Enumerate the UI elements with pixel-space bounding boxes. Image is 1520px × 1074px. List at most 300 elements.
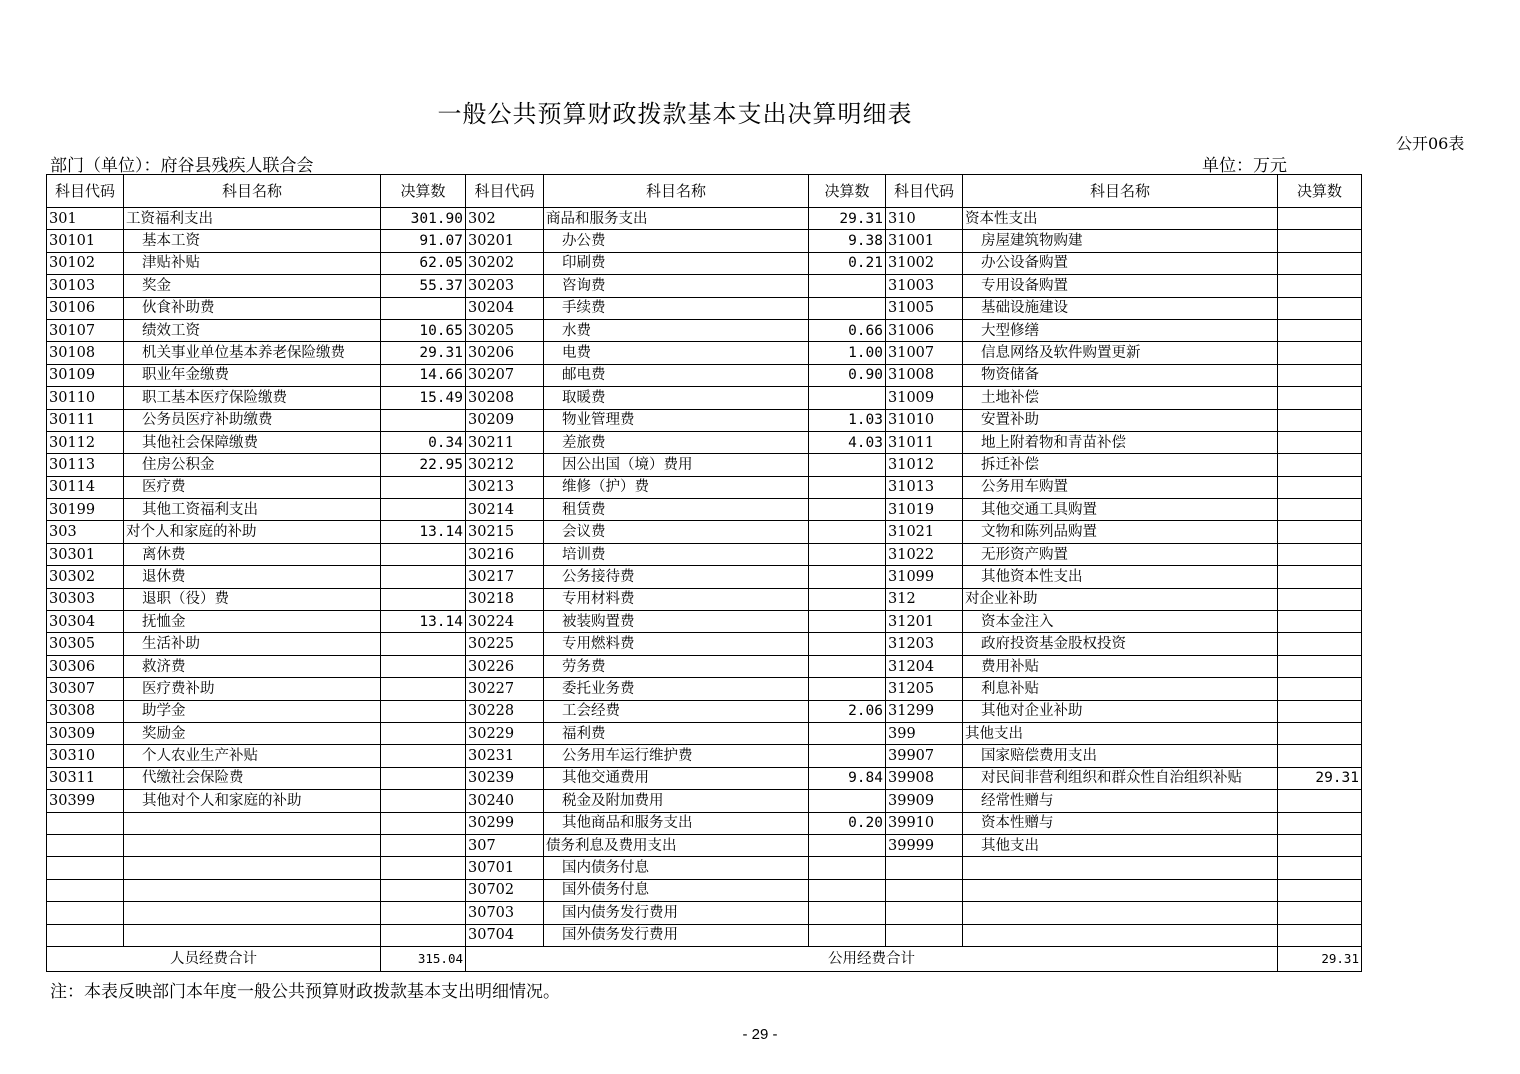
amount-value <box>1278 319 1362 341</box>
amount-value: 29.31 <box>1278 767 1362 789</box>
subject-code: 30309 <box>47 722 124 744</box>
subject-name: 资本性赠与 <box>963 812 1278 834</box>
table-row <box>47 655 1362 677</box>
table-row <box>47 409 1362 431</box>
subject-name: 机关事业单位基本养老保险缴费 <box>124 342 381 364</box>
subject-code: 30106 <box>47 297 124 319</box>
table-row <box>47 230 1362 252</box>
subject-name: 基本工资 <box>124 230 381 252</box>
amount-value <box>1278 902 1362 924</box>
subject-code <box>886 879 963 901</box>
amount-value <box>809 745 886 767</box>
subject-code: 30111 <box>47 409 124 431</box>
amount-value <box>381 566 466 588</box>
table-row <box>47 364 1362 386</box>
amount-value <box>1278 342 1362 364</box>
subject-name: 助学金 <box>124 700 381 722</box>
subject-name <box>963 924 1278 946</box>
amount-value: 15.49 <box>381 387 466 409</box>
personnel-total-value: 315.04 <box>381 946 466 971</box>
subject-name: 咨询费 <box>544 275 809 297</box>
subject-code <box>47 857 124 879</box>
subject-code: 302 <box>466 208 544 230</box>
subject-name <box>963 902 1278 924</box>
table-row <box>47 275 1362 297</box>
amount-value <box>809 924 886 946</box>
subject-code: 30226 <box>466 655 544 677</box>
amount-value <box>809 499 886 521</box>
subject-code <box>47 879 124 901</box>
amount-value: 9.84 <box>809 767 886 789</box>
subject-code: 30204 <box>466 297 544 319</box>
amount-value <box>1278 834 1362 856</box>
subject-code: 30399 <box>47 790 124 812</box>
amount-value <box>1278 633 1362 655</box>
subject-name: 租赁费 <box>544 499 809 521</box>
subject-name: 物资储备 <box>963 364 1278 386</box>
amount-value <box>381 722 466 744</box>
subject-name: 国外债务付息 <box>544 879 809 901</box>
subject-code: 30113 <box>47 454 124 476</box>
table-row <box>47 521 1362 543</box>
subject-code: 30299 <box>466 812 544 834</box>
amount-value <box>1278 655 1362 677</box>
amount-value <box>1278 230 1362 252</box>
subject-name: 资本金注入 <box>963 611 1278 633</box>
subject-code: 31008 <box>886 364 963 386</box>
subject-name: 国内债务发行费用 <box>544 902 809 924</box>
subject-code: 30308 <box>47 700 124 722</box>
header-amount-1: 决算数 <box>381 175 466 208</box>
subject-name: 印刷费 <box>544 252 809 274</box>
subject-name: 伙食补助费 <box>124 297 381 319</box>
table-body <box>47 208 1362 947</box>
subject-name: 其他支出 <box>963 834 1278 856</box>
subject-name: 其他社会保障缴费 <box>124 431 381 453</box>
subject-name: 其他对企业补助 <box>963 700 1278 722</box>
subject-name: 地上附着物和青苗补偿 <box>963 431 1278 453</box>
subject-name: 奖励金 <box>124 722 381 744</box>
amount-value <box>809 454 886 476</box>
subject-code: 30217 <box>466 566 544 588</box>
subject-code: 399 <box>886 722 963 744</box>
totals-row <box>47 946 1362 971</box>
subject-code: 31003 <box>886 275 963 297</box>
amount-value <box>809 611 886 633</box>
subject-name: 工资福利支出 <box>124 208 381 230</box>
subject-name: 其他对个人和家庭的补助 <box>124 790 381 812</box>
subject-code: 31022 <box>886 543 963 565</box>
amount-value: 0.21 <box>809 252 886 274</box>
subject-code: 31001 <box>886 230 963 252</box>
subject-name: 差旅费 <box>544 431 809 453</box>
amount-value <box>809 566 886 588</box>
subject-code: 30214 <box>466 499 544 521</box>
amount-value <box>1278 476 1362 498</box>
amount-value: 10.65 <box>381 319 466 341</box>
subject-code <box>47 902 124 924</box>
amount-value: 301.90 <box>381 208 466 230</box>
amount-value <box>809 387 886 409</box>
subject-name <box>124 879 381 901</box>
amount-value <box>381 409 466 431</box>
subject-code: 30304 <box>47 611 124 633</box>
subject-name: 水费 <box>544 319 809 341</box>
amount-value <box>809 275 886 297</box>
subject-code: 30215 <box>466 521 544 543</box>
subject-code: 30310 <box>47 745 124 767</box>
header-amount-3: 决算数 <box>1278 175 1362 208</box>
subject-name: 被装购置费 <box>544 611 809 633</box>
subject-name: 专用燃料费 <box>544 633 809 655</box>
amount-value <box>1278 924 1362 946</box>
amount-value <box>809 297 886 319</box>
header-amount-2: 决算数 <box>809 175 886 208</box>
amount-value: 2.06 <box>809 700 886 722</box>
subject-name: 安置补助 <box>963 409 1278 431</box>
table-row <box>47 476 1362 498</box>
amount-value <box>1278 722 1362 744</box>
subject-code: 30212 <box>466 454 544 476</box>
table-row <box>47 566 1362 588</box>
subject-code: 30224 <box>466 611 544 633</box>
subject-name <box>963 879 1278 901</box>
subject-name: 无形资产购置 <box>963 543 1278 565</box>
amount-value <box>809 879 886 901</box>
amount-value: 4.03 <box>809 431 886 453</box>
amount-value <box>1278 588 1362 610</box>
table-row <box>47 767 1362 789</box>
subject-name: 公务用车购置 <box>963 476 1278 498</box>
amount-value <box>809 834 886 856</box>
subject-name: 办公设备购置 <box>963 252 1278 274</box>
subject-name: 公务接待费 <box>544 566 809 588</box>
amount-value <box>381 499 466 521</box>
unit-label: 单位：万元 <box>1202 156 1287 176</box>
amount-value <box>381 812 466 834</box>
table-row <box>47 342 1362 364</box>
table-row <box>47 812 1362 834</box>
subject-code: 30109 <box>47 364 124 386</box>
subject-code: 39910 <box>886 812 963 834</box>
subject-code: 30107 <box>47 319 124 341</box>
subject-code: 39999 <box>886 834 963 856</box>
table-row <box>47 745 1362 767</box>
amount-value <box>1278 879 1362 901</box>
subject-code: 30228 <box>466 700 544 722</box>
header-name-3: 科目名称 <box>963 175 1278 208</box>
amount-value <box>1278 499 1362 521</box>
subject-code: 30199 <box>47 499 124 521</box>
amount-value <box>381 834 466 856</box>
amount-value <box>381 655 466 677</box>
subject-name <box>124 924 381 946</box>
subject-code: 30108 <box>47 342 124 364</box>
subject-name: 手续费 <box>544 297 809 319</box>
subject-code: 30311 <box>47 767 124 789</box>
subject-code: 30225 <box>466 633 544 655</box>
subject-name: 基础设施建设 <box>963 297 1278 319</box>
amount-value <box>1278 812 1362 834</box>
table-row <box>47 387 1362 409</box>
subject-code: 30206 <box>466 342 544 364</box>
amount-value <box>1278 543 1362 565</box>
subject-code: 30702 <box>466 879 544 901</box>
department-label: 部门（单位）：府谷县残疾人联合会 <box>50 156 314 176</box>
subject-name: 公务用车运行维护费 <box>544 745 809 767</box>
table-row <box>47 924 1362 946</box>
amount-value <box>809 902 886 924</box>
subject-name: 专用设备购置 <box>963 275 1278 297</box>
amount-value <box>381 476 466 498</box>
subject-name: 文物和陈列品购置 <box>963 521 1278 543</box>
amount-value <box>1278 364 1362 386</box>
public-total-value: 29.31 <box>1278 946 1362 971</box>
subject-name: 国内债务付息 <box>544 857 809 879</box>
subject-name: 个人农业生产补贴 <box>124 745 381 767</box>
amount-value <box>1278 790 1362 812</box>
subject-code: 31201 <box>886 611 963 633</box>
subject-code: 31010 <box>886 409 963 431</box>
subject-name: 大型修缮 <box>963 319 1278 341</box>
subject-code: 301 <box>47 208 124 230</box>
page-title: 一般公共预算财政拨款基本支出决算明细表 <box>437 100 913 128</box>
subject-code: 30227 <box>466 678 544 700</box>
table-row <box>47 208 1362 230</box>
subject-code: 31099 <box>886 566 963 588</box>
amount-value <box>1278 700 1362 722</box>
subject-code: 39909 <box>886 790 963 812</box>
header-code-2: 科目代码 <box>466 175 544 208</box>
table-row <box>47 252 1362 274</box>
amount-value <box>381 767 466 789</box>
amount-value: 0.66 <box>809 319 886 341</box>
subject-name: 退休费 <box>124 566 381 588</box>
subject-name: 维修（护）费 <box>544 476 809 498</box>
amount-value <box>809 476 886 498</box>
amount-value <box>1278 454 1362 476</box>
table-row <box>47 588 1362 610</box>
subject-code: 30231 <box>466 745 544 767</box>
subject-code: 303 <box>47 521 124 543</box>
subject-name: 医疗费 <box>124 476 381 498</box>
amount-value: 1.00 <box>809 342 886 364</box>
subject-name: 资本性支出 <box>963 208 1278 230</box>
amount-value: 29.31 <box>381 342 466 364</box>
amount-value: 13.14 <box>381 521 466 543</box>
subject-name: 商品和服务支出 <box>544 208 809 230</box>
subject-code: 30112 <box>47 431 124 453</box>
amount-value: 9.38 <box>809 230 886 252</box>
subject-name: 救济费 <box>124 655 381 677</box>
subject-code: 30305 <box>47 633 124 655</box>
subject-name: 培训费 <box>544 543 809 565</box>
subject-name: 其他资本性支出 <box>963 566 1278 588</box>
subject-name: 离休费 <box>124 543 381 565</box>
expenditure-table <box>46 174 1362 972</box>
subject-name: 政府投资基金股权投资 <box>963 633 1278 655</box>
amount-value <box>381 678 466 700</box>
subject-name <box>124 902 381 924</box>
subject-code: 30218 <box>466 588 544 610</box>
amount-value: 22.95 <box>381 454 466 476</box>
subject-name: 费用补贴 <box>963 655 1278 677</box>
subject-name: 职业年金缴费 <box>124 364 381 386</box>
amount-value <box>381 902 466 924</box>
subject-code: 31299 <box>886 700 963 722</box>
subject-code: 31006 <box>886 319 963 341</box>
subject-name: 债务利息及费用支出 <box>544 834 809 856</box>
amount-value <box>1278 252 1362 274</box>
amount-value <box>809 678 886 700</box>
subject-code: 39908 <box>886 767 963 789</box>
subject-code <box>886 902 963 924</box>
subject-name <box>124 857 381 879</box>
amount-value: 0.34 <box>381 431 466 453</box>
subject-name: 拆迁补偿 <box>963 454 1278 476</box>
subject-name: 津贴补贴 <box>124 252 381 274</box>
subject-name: 其他交通工具购置 <box>963 499 1278 521</box>
subject-name: 生活补助 <box>124 633 381 655</box>
amount-value <box>809 722 886 744</box>
subject-code: 31005 <box>886 297 963 319</box>
table-note: 注：本表反映部门本年度一般公共预算财政拨款基本支出明细情况。 <box>50 982 560 1002</box>
subject-code: 31019 <box>886 499 963 521</box>
amount-value: 1.03 <box>809 409 886 431</box>
subject-name: 税金及附加费用 <box>544 790 809 812</box>
subject-name: 房屋建筑物购建 <box>963 230 1278 252</box>
amount-value: 13.14 <box>381 611 466 633</box>
subject-code: 30201 <box>466 230 544 252</box>
subject-name: 其他商品和服务支出 <box>544 812 809 834</box>
subject-code: 31021 <box>886 521 963 543</box>
subject-code <box>47 924 124 946</box>
amount-value: 0.90 <box>809 364 886 386</box>
subject-name: 办公费 <box>544 230 809 252</box>
subject-code: 30114 <box>47 476 124 498</box>
amount-value <box>1278 275 1362 297</box>
amount-value <box>1278 431 1362 453</box>
subject-name: 奖金 <box>124 275 381 297</box>
subject-code: 30213 <box>466 476 544 498</box>
subject-name: 会议费 <box>544 521 809 543</box>
subject-code: 30306 <box>47 655 124 677</box>
subject-code: 307 <box>466 834 544 856</box>
amount-value: 62.05 <box>381 252 466 274</box>
subject-name: 工会经费 <box>544 700 809 722</box>
subject-code: 31012 <box>886 454 963 476</box>
subject-code: 30101 <box>47 230 124 252</box>
table-header-row <box>47 175 1362 208</box>
amount-value: 0.20 <box>809 812 886 834</box>
subject-name <box>124 834 381 856</box>
subject-code: 31013 <box>886 476 963 498</box>
form-code: 公开06表 <box>1396 134 1465 153</box>
amount-value <box>1278 208 1362 230</box>
amount-value <box>381 633 466 655</box>
subject-name: 公务员医疗补助缴费 <box>124 409 381 431</box>
subject-code: 31205 <box>886 678 963 700</box>
subject-code: 30239 <box>466 767 544 789</box>
amount-value <box>809 543 886 565</box>
table-row <box>47 543 1362 565</box>
table-row <box>47 857 1362 879</box>
table-row <box>47 499 1362 521</box>
subject-code <box>47 834 124 856</box>
amount-value <box>381 879 466 901</box>
header-code-3: 科目代码 <box>886 175 963 208</box>
subject-code: 30303 <box>47 588 124 610</box>
header-code-1: 科目代码 <box>47 175 124 208</box>
table-row <box>47 902 1362 924</box>
table-row <box>47 297 1362 319</box>
subject-name: 劳务费 <box>544 655 809 677</box>
subject-code: 312 <box>886 588 963 610</box>
amount-value <box>1278 521 1362 543</box>
subject-code: 30102 <box>47 252 124 274</box>
subject-code <box>886 924 963 946</box>
subject-name: 职工基本医疗保险缴费 <box>124 387 381 409</box>
subject-code: 30301 <box>47 543 124 565</box>
amount-value <box>1278 387 1362 409</box>
subject-name: 对民间非营利组织和群众性自治组织补贴 <box>963 767 1278 789</box>
amount-value <box>381 924 466 946</box>
subject-name: 因公出国（境）费用 <box>544 454 809 476</box>
table-row <box>47 633 1362 655</box>
table-row <box>47 790 1362 812</box>
subject-name: 代缴社会保险费 <box>124 767 381 789</box>
amount-value: 91.07 <box>381 230 466 252</box>
subject-name: 国外债务发行费用 <box>544 924 809 946</box>
table-row <box>47 700 1362 722</box>
amount-value: 29.31 <box>809 208 886 230</box>
amount-value <box>1278 678 1362 700</box>
amount-value <box>1278 745 1362 767</box>
amount-value <box>381 857 466 879</box>
page-number: - 29 - <box>742 1026 778 1043</box>
amount-value <box>1278 297 1362 319</box>
amount-value: 14.66 <box>381 364 466 386</box>
amount-value <box>809 588 886 610</box>
amount-value <box>381 790 466 812</box>
table-row <box>47 319 1362 341</box>
subject-name: 医疗费补助 <box>124 678 381 700</box>
subject-code: 31203 <box>886 633 963 655</box>
subject-code: 31009 <box>886 387 963 409</box>
subject-name: 其他工资福利支出 <box>124 499 381 521</box>
amount-value <box>381 543 466 565</box>
subject-code: 31002 <box>886 252 963 274</box>
subject-code: 31011 <box>886 431 963 453</box>
amount-value <box>381 297 466 319</box>
subject-code: 30209 <box>466 409 544 431</box>
subject-code: 30211 <box>466 431 544 453</box>
subject-code <box>886 857 963 879</box>
amount-value <box>381 745 466 767</box>
subject-name: 信息网络及软件购置更新 <box>963 342 1278 364</box>
amount-value <box>381 700 466 722</box>
header-name-1: 科目名称 <box>124 175 381 208</box>
subject-name: 其他交通费用 <box>544 767 809 789</box>
subject-code: 39907 <box>886 745 963 767</box>
amount-value <box>1278 611 1362 633</box>
amount-value <box>809 790 886 812</box>
subject-code: 30229 <box>466 722 544 744</box>
subject-code: 31204 <box>886 655 963 677</box>
subject-code: 30240 <box>466 790 544 812</box>
subject-name: 对个人和家庭的补助 <box>124 521 381 543</box>
amount-value <box>1278 566 1362 588</box>
